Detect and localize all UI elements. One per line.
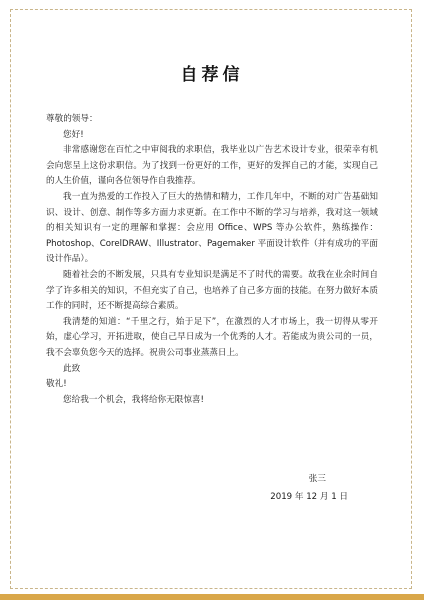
bottom-accent-bar bbox=[0, 594, 424, 600]
paragraph-experience: 我一直为热爱的工作投入了巨大的热情和精力，工作几年中，不断的对广告基础知识、设计、创意、制作等多方面力求更新。在工作中不断的学习与培养，我对这一领域的相关知识有一定的理解和掌握：会应用 Office、WPS 等办公软件，熟练操作：Photoshop、CorelDRAW、Illustrator、Pagemaker 平面设计软件（并有成功的平面设计作品）。 bbox=[46, 191, 378, 265]
greeting: 您好! bbox=[63, 129, 84, 140]
signature-name: 张三 bbox=[308, 474, 326, 484]
salutation: 尊敬的领导： bbox=[46, 114, 98, 124]
paragraph-self-study: 随着社会的不断发展，只具有专业知识是满足不了时代的需要。故我在业余时间自学了许多相关的知识，不但充实了自己，也培养了自己多方面的技能。在努力做好本质工作的同时，还不断提高综合素质。 bbox=[46, 269, 378, 312]
signature-date: 2019 年 12 月 1 日 bbox=[270, 492, 348, 502]
signature-block bbox=[0, 470, 348, 506]
page-title: 自荐信 bbox=[180, 65, 244, 85]
closing-ci-zhi: 此致 bbox=[63, 363, 81, 374]
paragraph-intro: 非常感谢您在百忙之中审阅我的求职信，我毕业以广告艺术设计专业，很荣幸有机会向您呈上这份求职信。为了找到一份更好的工作，更好的发挥自己的才能，实现自己的人生价值，谨向各位领导作自我推荐。 bbox=[46, 145, 378, 187]
postscript: 您给我一个机会，我将给你无限惊喜! bbox=[63, 394, 204, 405]
letter-body bbox=[46, 112, 378, 408]
paragraph-closing-wish: 我清楚的知道：“千里之行，始于足下”，在激烈的人才市场上，我一切得从零开始，虚心学习，开拓进取，使自己早日成为一个优秀的人才。若能成为贵公司的一员，我不会辜负您今天的选择。祝贵公司事业蒸蒸日上。 bbox=[46, 316, 378, 358]
closing-jing-li: 敬礼! bbox=[46, 379, 67, 390]
